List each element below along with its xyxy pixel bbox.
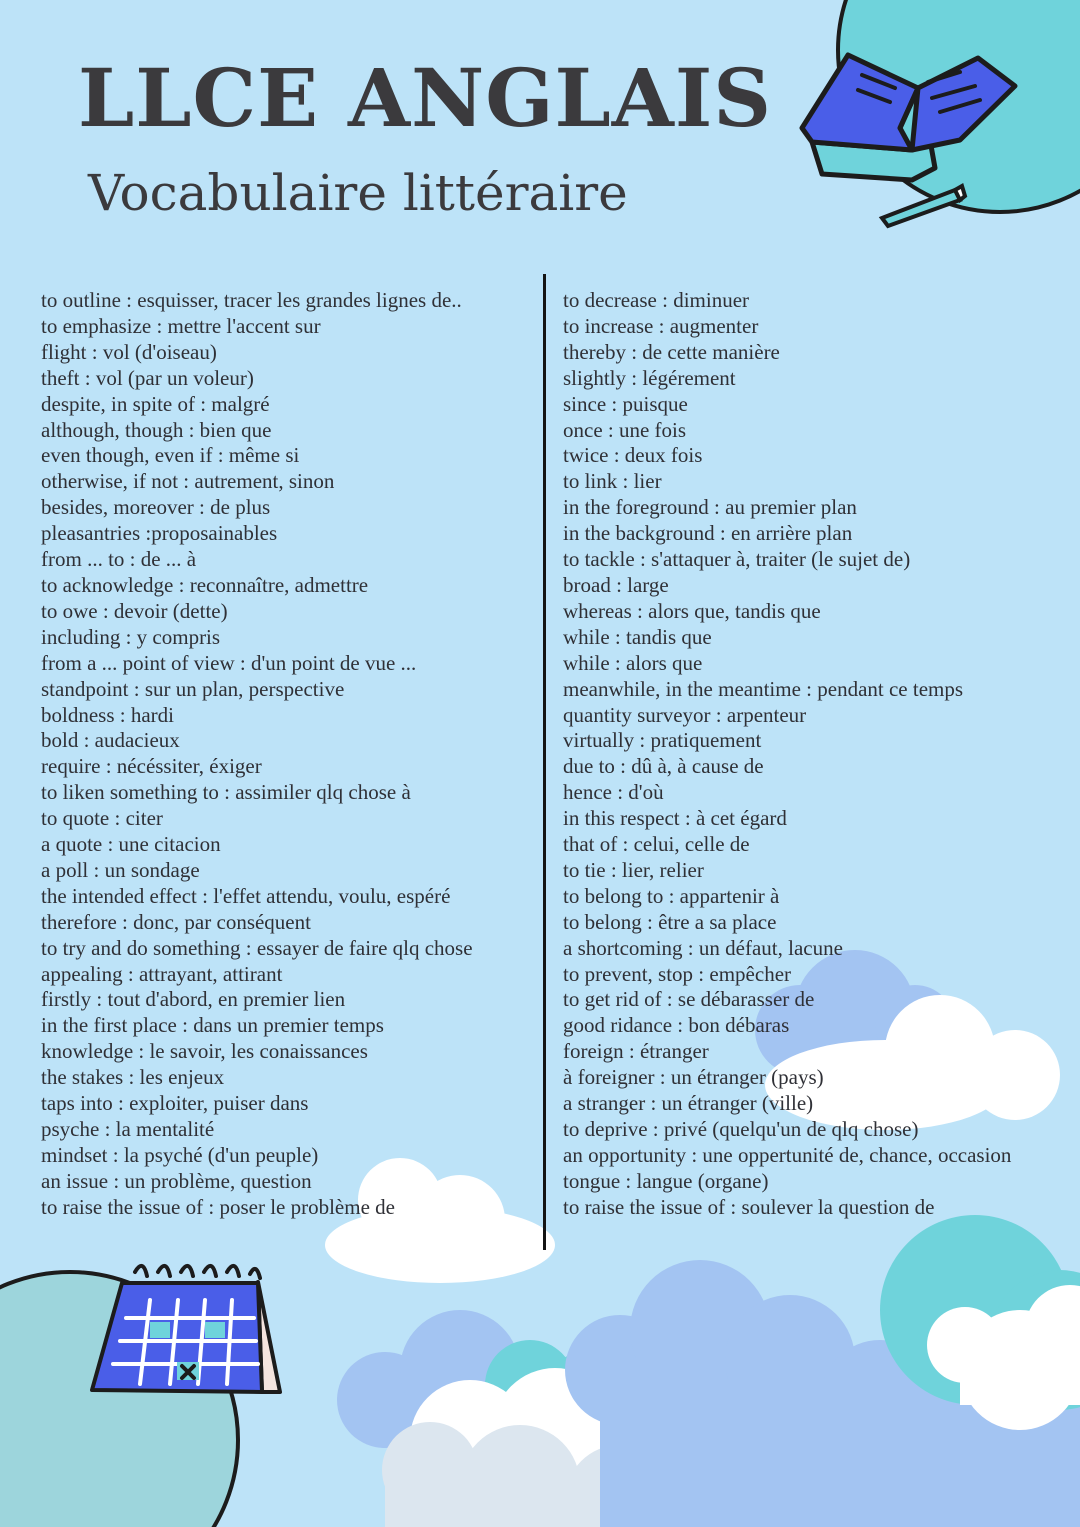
vocab-entry: a shortcoming : un défaut, lacune (563, 935, 843, 960)
vocab-entry: to link : lier (563, 469, 662, 494)
vocab-entry: meanwhile, in the meantime : pendant ce temps (563, 676, 964, 701)
column-divider (543, 274, 546, 1250)
vocab-entry: to raise the issue of : poser le problème de (41, 1194, 395, 1219)
vocab-entry: tongue : langue (organe) (563, 1168, 769, 1193)
vocab-entry: to outline : esquisser, tracer les grandes lignes de.. (41, 288, 462, 312)
vocab-entry: a stranger : un étranger (ville) (563, 1091, 814, 1116)
vocab-entry: to increase : augmenter (563, 313, 759, 338)
vocab-entry: flight : vol (d'oiseau) (41, 339, 217, 364)
vocab-entry: that of : celui, celle de (563, 832, 750, 857)
page-subtitle: Vocabulaire littéraire (88, 164, 628, 222)
vocab-entry: mindset : la psyché (d'un peuple) (41, 1142, 319, 1167)
vocab-entry: à foreigner : un étranger (pays) (563, 1065, 824, 1090)
vocab-entry: even though, even if : même si (41, 443, 300, 468)
vocab-entry: to prevent, stop : empêcher (563, 961, 792, 986)
vocab-entry: due to : dû à, à cause de (563, 754, 764, 779)
vocab-entry: to raise the issue of : soulever la question de (563, 1194, 935, 1219)
vocab-entry: knowledge : le savoir, les conaissances (41, 1039, 368, 1064)
vocab-entry: to belong : être a sa place (563, 909, 777, 934)
vocab-entry: hence : d'où (563, 780, 664, 805)
vocab-entry: therefore : donc, par conséquent (41, 909, 311, 934)
vocab-entry: including : y compris (41, 624, 221, 649)
vocab-entry: in the background : en arrière plan (563, 521, 853, 546)
vocab-entry: an opportunity : une oppertunité de, chance, occasion (563, 1142, 1012, 1167)
vocab-entry: while : tandis que (563, 624, 712, 649)
vocab-entry: from a ... point of view : d'un point de vue ... (41, 650, 417, 675)
vocab-entry: in the foreground : au premier plan (563, 495, 857, 520)
page-title: LLCE ANGLAIS (78, 51, 773, 145)
vocab-entry: to liken something to : assimiler qlq chose à (41, 780, 411, 805)
vocab-entry: to emphasize : mettre l'accent sur (41, 313, 321, 338)
vocab-entry: to quote : citer (41, 806, 163, 831)
cloud-icon-bottom-right (565, 1215, 1080, 1527)
vocab-entry: in the first place : dans un premier temps (41, 1013, 384, 1038)
vocab-entry: despite, in spite of : malgré (41, 391, 270, 416)
vocab-entry: to acknowledge : reconnaître, admettre (41, 572, 369, 597)
vocab-entry: to tackle : s'attaquer à, traiter (le sujet de) (563, 547, 911, 572)
vocab-entry: bold : audacieux (41, 728, 180, 753)
vocab-entry: theft : vol (par un voleur) (41, 365, 254, 390)
vocab-entry: the stakes : les enjeux (41, 1065, 225, 1090)
vocab-entry: firstly : tout d'abord, en premier lien (41, 987, 346, 1012)
vocab-entry: otherwise, if not : autrement, sinon (41, 469, 335, 494)
vocab-entry: a quote : une citacion (41, 832, 221, 857)
vocab-entry: from ... to : de ... à (41, 547, 197, 572)
vocab-entry: once : une fois (563, 417, 687, 442)
vocab-entry: the intended effect : l'effet attendu, voulu, espéré (41, 883, 451, 908)
vocab-entry: standpoint : sur un plan, perspective (41, 676, 345, 701)
vocab-entry: twice : deux fois (563, 443, 703, 468)
vocab-entry: an issue : un problème, question (41, 1168, 312, 1193)
vocab-entry: slightly : légérement (563, 365, 736, 390)
vocab-entry: to belong to : appartenir à (563, 883, 780, 908)
vocab-entry: in this respect : à cet égard (563, 806, 787, 831)
vocab-entry: require : nécéssiter, éxiger (41, 754, 262, 779)
vocab-entry: to try and do something : essayer de faire qlq chose (41, 935, 473, 960)
vocab-entry: good ridance : bon débaras (563, 1013, 790, 1038)
vocab-entry: broad : large (563, 572, 669, 597)
vocab-entry: while : alors que (563, 650, 703, 675)
vocab-entry: taps into : exploiter, puiser dans (41, 1091, 309, 1116)
vocab-entry: whereas : alors que, tandis que (563, 598, 821, 623)
vocab-entry: to tie : lier, relier (563, 857, 704, 882)
vocab-entry: appealing : attrayant, attirant (41, 961, 283, 986)
vocab-entry: besides, moreover : de plus (41, 495, 271, 520)
vocab-list-left (41, 288, 473, 1221)
calendar-icon (92, 1266, 280, 1392)
vocab-entry: pleasantries :proposainables (41, 521, 278, 546)
vocab-entry: although, though : bien que (41, 417, 272, 442)
vocab-entry: since : puisque (563, 391, 688, 416)
vocab-entry: to deprive : privé (quelqu'un de qlq chose) (563, 1117, 919, 1141)
vocab-entry: quantity surveyor : arpenteur (563, 702, 807, 727)
vocab-entry: to get rid of : se débarasser de (563, 987, 815, 1012)
vocab-entry: a poll : un sondage (41, 857, 200, 882)
vocab-entry: to decrease : diminuer (563, 288, 750, 312)
vocab-entry: thereby : de cette manière (563, 339, 780, 364)
vocab-list-right (563, 288, 1011, 1221)
vocab-entry: psyche : la mentalité (41, 1117, 215, 1141)
vocab-entry: boldness : hardi (41, 702, 174, 727)
vocab-entry: virtually : pratiquement (563, 728, 762, 753)
vocab-entry: to owe : devoir (dette) (41, 598, 228, 623)
vocab-entry: foreign : étranger (563, 1039, 709, 1064)
